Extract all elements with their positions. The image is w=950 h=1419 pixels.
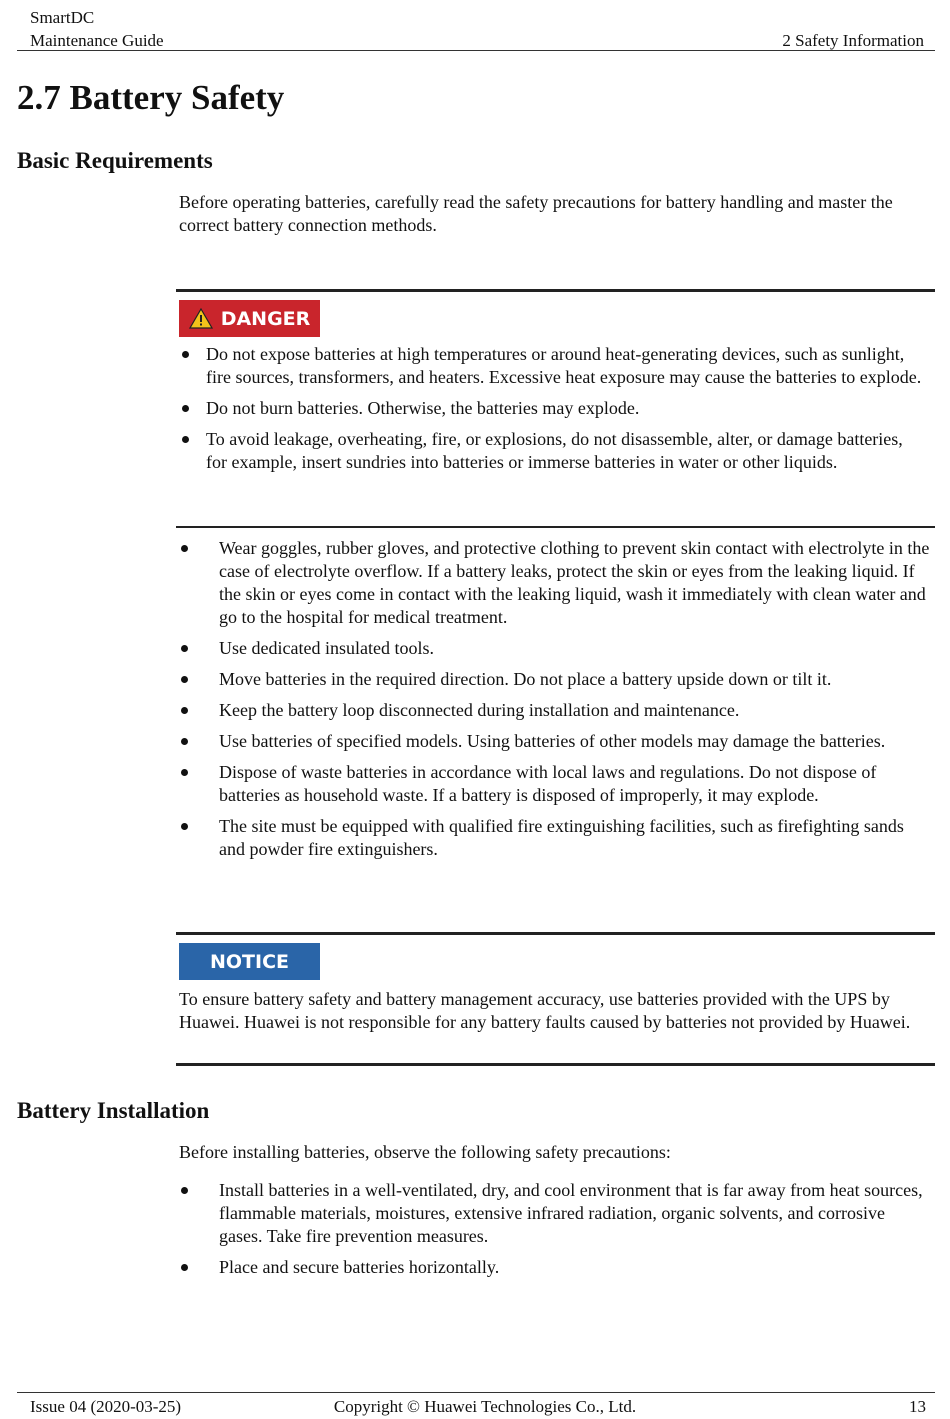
list-item: Use dedicated insulated tools. [219,637,930,660]
notice-top-rule [176,932,935,935]
list-item: Use batteries of specified models. Using batteries of other models may damage the batteries. [219,730,930,753]
list-item: Do not burn batteries. Otherwise, the batteries may explode. [206,397,926,420]
document-title: Maintenance Guide [30,31,164,50]
list-item: Keep the battery loop disconnected during installation and maintenance. [219,699,930,722]
danger-badge [179,300,320,337]
issue-info: Issue 04 (2020-03-25) [30,1397,182,1416]
notice-badge [179,943,320,980]
danger-list [206,343,926,482]
product-name: SmartDC [30,8,95,27]
battery-installation-heading: Battery Installation [17,1098,210,1123]
list-item: Wear goggles, rubber gloves, and protective clothing to prevent skin contact with electrolyte in the case of electrolyte overflow. If a battery leaks, protect the skin or eyes from the leaking liquid. If the skin or eyes come in contact with the leaking liquid, wash it immediately with clean water and go to the hospital for medical treatment. [219,538,930,627]
copyright: Copyright © Huawei Technologies Co., Ltd. [333,1397,637,1416]
danger-bottom-rule [176,526,935,528]
requirements-list [219,537,930,869]
chapter-title: 2 Safety Information [782,31,924,50]
installation-list [219,1179,930,1287]
list-item: Place and secure batteries horizontally. [219,1256,930,1279]
list-item: To avoid leakage, overheating, fire, or explosions, do not disassemble, alter, or damage batteries, for example, insert sundries into batteries or immerse batteries in water or other liquids. [206,428,926,474]
list-item: Install batteries in a well-ventilated, dry, and cool environment that is far away from heat sources, flammable materials, moistures, extensive infrared radiation, organic solvents, and corrosive gases. Take fire prevention measures. [219,1179,930,1248]
notice-text: To ensure battery safety and battery management accuracy, use batteries provided with the UPS by Huawei. Huawei is not responsible for any battery faults caused by batteries not provided by Huawei. [179,989,911,1032]
notice-label: NOTICE [209,950,289,973]
basic-requirements-intro: Before operating batteries, carefully read the safety precautions for battery handling and master the correct battery connection methods. [179,192,893,235]
page-header-left [30,6,164,52]
list-item: Dispose of waste batteries in accordance with local laws and regulations. Do not dispose of batteries as household waste. If a battery is disposed of improperly, it may explode. [219,761,930,807]
header-divider [17,50,935,51]
basic-requirements-heading: Basic Requirements [17,148,213,173]
battery-installation-intro: Before installing batteries, observe the following safety precautions: [179,1142,671,1162]
notice-bottom-rule [176,1063,935,1066]
danger-top-rule [176,289,935,292]
page-number: 13 [909,1397,926,1416]
list-item: Do not expose batteries at high temperatures or around heat-generating devices, such as sunlight, fire sources, transformers, and heaters. Excessive heat exposure may cause the batteries to explode. [206,343,926,389]
danger-label: DANGER [220,307,311,330]
footer-divider [17,1392,935,1393]
list-item: Move batteries in the required direction. Do not place a battery upside down or tilt it. [219,668,930,691]
warning-triangle-icon [189,308,213,329]
section-title: 2.7 Battery Safety [17,78,285,117]
list-item: The site must be equipped with qualified fire extinguishing facilities, such as firefighting sands and powder fire extinguishers. [219,815,930,861]
